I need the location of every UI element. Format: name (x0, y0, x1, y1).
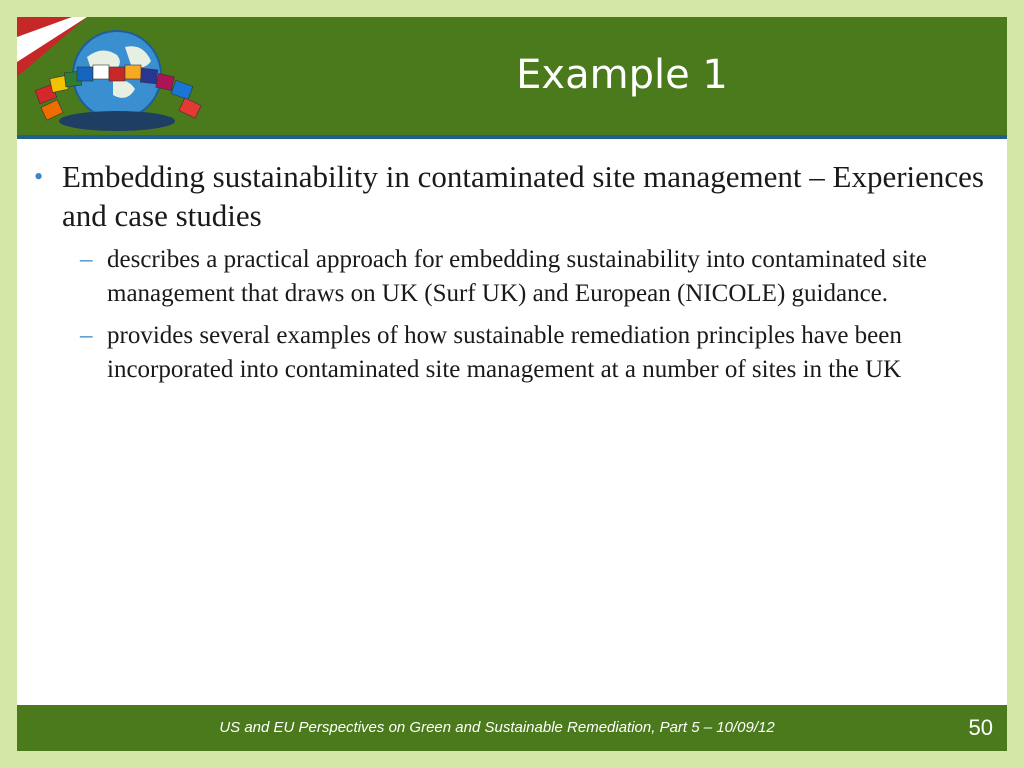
page-number: 50 (968, 715, 993, 740)
sub-bullet-text: provides several examples of how sustainable remediation principles have been incorporated into contaminated site management at a number of sites in the UK (107, 322, 902, 383)
slide-body (17, 157, 1007, 395)
dash-icon: – (80, 246, 93, 273)
sub-bullet-item (80, 243, 977, 311)
footer-text: US and EU Perspectives on Green and Sustainable Remediation, Part 5 – 10/09/12 (219, 719, 775, 736)
sub-bullet-text: describes a practical approach for embedding sustainability into contaminated site management that draws on UK (Surf UK) and European (NICOLE) guidance. (107, 246, 927, 307)
dash-icon: – (80, 322, 93, 349)
slide-title: Example 1 (516, 52, 728, 98)
bullet-text: Embedding sustainability in contaminated site management – Experiences and case studies (62, 159, 984, 233)
bullet-item (34, 157, 987, 235)
title-bar (17, 17, 1007, 135)
title-divider (17, 135, 1007, 139)
bullet-dot-icon: • (34, 162, 44, 191)
footer-bar (17, 705, 1007, 751)
globe-flags-logo (17, 17, 217, 135)
sub-bullet-list (17, 243, 1007, 387)
sub-bullet-item (80, 319, 977, 387)
slide (17, 17, 1007, 751)
